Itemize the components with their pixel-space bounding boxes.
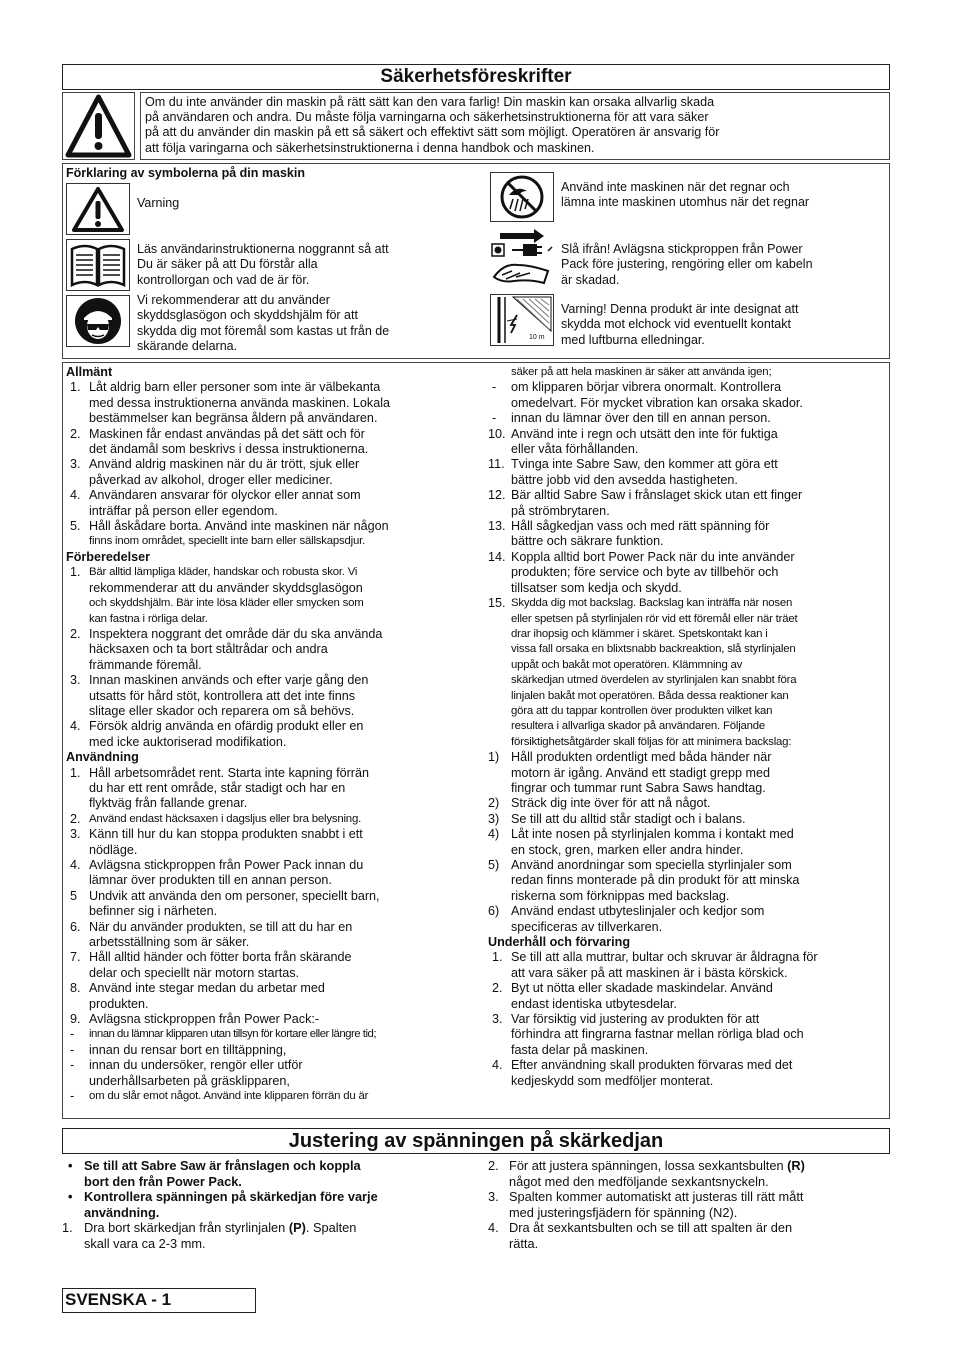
symbol-text-power-line: [561, 302, 798, 348]
step-item: 4. Dra åt sexkantsbulten och se till att spalten är den rätta.: [488, 1220, 793, 1251]
heading-anvandning: Användning: [66, 750, 139, 765]
step-item: 3. Spalten kommer automatiskt att justeras till rätt mått med justeringsfjädern för spänning (N2).: [488, 1189, 804, 1220]
rule-item: 11. Tvinga inte Sabre Saw, den kommer att göra ett bättre jobb vid den avsedda hastigheten.: [488, 457, 778, 487]
bullet-item: • Se till att Sabre Saw är frånslagen och koppla bort den från Power Pack.: [68, 1158, 361, 1189]
rule-item: 13. Håll sågkedjan vass och med rätt spänning för bättre och säkrare funktion.: [488, 519, 770, 549]
no-rain-icon: [490, 172, 554, 222]
symbol-text-manual: [137, 242, 389, 288]
rule-item: 15. Skydda dig mot backslag. Backslag kan inträffa när nosen eller spetsen på styrlinjalen rör vid ett föremål eller när träet drar ihopsig och klämmer i skäret. Spetskontakt kan i vissa fall orsaka en blixtsnabb backreaktion, slå styrlinjalen uppåt och bakåt mot operatören. Klämmning av skärkedjan utmed överdelen av styrlinjalen kan snabbt föra linjalen bakåt mot operatören. Båda dessa reaktioner kan göra att du tappar kontrollen över produkten vilket kan resultera i allvarliga skador på användaren. Följande försiktighetsåtgärder skall följas för att minimera backslag:: [488, 596, 798, 748]
rule-item: - innan du lämnar klipparen utan tillsyn för kortare eller längre tid;: [70, 1027, 377, 1042]
symbol-text-unplug: [561, 242, 813, 288]
rule-item: 2) Sträck dig inte över för att nå något.: [488, 796, 711, 811]
rule-item: 6. När du använder produkten, se till att du har en arbetsställning som är säker.: [70, 919, 353, 950]
rule-item: 1. Håll arbetsområdet rent. Starta inte kapning förrän du har ett rent område, står stadigt och har en flyktväg från fallande grenar.: [70, 765, 370, 811]
symbol-text-helmet: [137, 293, 389, 355]
symbol-line: Du är säker på att Du förstår alla: [137, 257, 318, 272]
rule-item: 3. Innan maskinen används och efter varje gång den utsatts för hård stöt, kontrollera att det inte finns slitage eller skador och reparera om så behövs.: [70, 673, 369, 718]
intro-line: Om du inte använder din maskin på rätt sätt kan den vara farlig! Din maskin kan orsaka allvarlig skada: [145, 95, 715, 109]
rule-item: 4. Försök aldrig använda en ofärdig produkt eller en med icke auktoriserad modifikation.: [70, 719, 364, 749]
symbol-line: lämna inte maskinen utomhus när det regnar: [561, 195, 810, 210]
rule-item: - innan du lämnar över den till en annan person.: [492, 411, 771, 426]
intro-line: på användaren och andra. Du måste följa varningarna och säkerhetsinstruktionerna för att vara säker: [145, 110, 709, 125]
intro-text: [140, 92, 890, 160]
symbol-line: Läs användarinstruktionerna noggrannt så att: [137, 242, 389, 256]
rules-right-column: [488, 365, 886, 1089]
rule-item: 3) Se till att du alltid står stadigt och i balans.: [488, 811, 746, 826]
symbol-line: skydda mot elchock vid eventuellt kontakt: [561, 317, 791, 332]
bullet-item: • Kontrollera spänningen på skärkedjan före varje användning.: [68, 1189, 378, 1220]
safety-helmet-icon: [66, 295, 130, 347]
step-item: 2. För att justera spänningen, lossa sexkantsbulten (R) något med den medföljande sexkantsnyckeln.: [488, 1158, 805, 1189]
rule-item: 2. Inspektera noggrant det område där du ska använda häcksaxen och ta bort ståltrådar och andra främmande föremål.: [70, 626, 383, 672]
heading-forberedelser: Förberedelser: [66, 549, 150, 564]
symbol-line: skärande delarna.: [137, 339, 238, 354]
rule-item: 6) Använd endast utbyteslinjaler och kedjor som specificeras av tillverkaren.: [488, 904, 765, 934]
rule-item: - om du slår emot något. Använd inte klipparen förrän du är: [70, 1089, 369, 1104]
rule-item: 2. Använd endast häcksaxen i dagsljus eller bra belysning.: [70, 811, 362, 826]
symbol-line: Pack före justering, rengöring eller om kabeln: [561, 257, 813, 272]
chain-tension-title: Justering av spänningen på skärkedjan: [62, 1128, 890, 1154]
intro-line: på att du använder din maskin på ett så säkert och effektivt sätt som möjligt. Operatören är ansvarig för: [145, 125, 720, 140]
rule-item: 14. Koppla alltid bort Power Pack när du inte använder produkten; före service och byte av tillbehör och tillsatser som kedja och skydd.: [488, 549, 795, 595]
symbol-line: skydda dig mot föremål som kastas ut från de: [137, 323, 390, 338]
rule-item: - innan du rensar bort en tilltäppning,: [70, 1042, 287, 1057]
symbol-line: är skadad.: [561, 272, 620, 287]
symbol-line: skyddsglasögon och skyddshjälm för att: [137, 308, 358, 323]
rule-item: 1. Se till att alla muttrar, bultar och skruvar är åldragna för att vara säker på att maskinen är i bästa körskick.: [492, 950, 818, 980]
rules-left-column: [66, 365, 476, 1105]
rule-item: 1) Håll produkten ordentligt med båda händer när motorn är igång. Använd ett stadigt grepp med fingrar och tummar runt Sabra Saws handtag.: [488, 750, 772, 795]
rule-item: 12. Bär alltid Sabre Saw i frånslaget skick utan ett finger på strömbrytaren.: [488, 488, 803, 518]
rule-item: 3. Känn till hur du kan stoppa produkten snabbt i ett nödläge.: [70, 827, 363, 857]
rule-item: säker på att hela maskinen är säker att använda igen;: [511, 366, 772, 378]
symbol-line: Vi rekommenderar att du använder: [137, 293, 330, 307]
step-item: 1. Dra bort skärkedjan från styrlinjalen (P). Spalten skall vara ca 2-3 mm.: [62, 1220, 357, 1251]
heading-underhall: Underhåll och förvaring: [488, 935, 631, 950]
symbol-text-rain: [561, 180, 809, 211]
symbol-line: Varning! Denna produkt är inte designat att: [561, 302, 799, 316]
rule-item: 8. Använd inte stegar medan du arbetar med produkten.: [70, 981, 325, 1011]
rule-item: 7. Håll alltid händer och fötter borta från skärande delar och speciellt när motorn startas.: [70, 950, 352, 980]
symbols-heading: Förklaring av symbolerna på din maskin: [66, 166, 305, 180]
rule-item: 4) Låt inte nosen på styrlinjalen komma i kontakt med en stock, gren, marken eller andra hinder.: [488, 827, 794, 857]
symbol-text-warning: [137, 196, 179, 211]
power-line-icon: [490, 294, 554, 346]
symbol-line: Använd inte maskinen när det regnar och: [561, 180, 790, 194]
warning-triangle-icon: [62, 92, 135, 160]
power-line-distance-label: 10 m: [529, 334, 545, 341]
rule-item: 10. Använd inte i regn och utsätt den inte för fuktiga eller våta förhållanden.: [488, 426, 778, 457]
rule-item: - innan du undersöker, rengör eller utför underhållsarbeten på gräsklipparen,: [70, 1058, 303, 1088]
safety-title: Säkerhetsföreskrifter: [62, 64, 890, 90]
rule-item: 4. Användaren ansvarar för olyckor eller annat som inträffar på person eller egendom.: [70, 488, 361, 518]
chain-tension-right: [488, 1158, 888, 1252]
rule-item: 1. Låt aldrig barn eller personer som inte är välbekanta med dessa instruktionerna använda maskinen. Lokala bestämmelser kan begränsa åldern på användaren.: [70, 380, 391, 426]
rule-item: 1. Bär alltid lämpliga kläder, handskar och robusta skor. Vi rekommenderar att du använder skyddsglasögon och skyddshjälm. Bär inte lösa kläder eller smycken som kan fastna i rörliga delar.: [70, 565, 364, 625]
rule-item: 4. Efter användning skall produkten förvaras med det kedjeskydd som medföljer monterat.: [492, 1058, 793, 1088]
rule-item: - om klipparen börjar vibrera onormalt. Kontrollera omedelvart. För mycket vibration kan orsaka skador.: [492, 380, 803, 410]
symbol-line: kontrollorgan och vad de är för.: [137, 272, 310, 287]
rule-item: 3. Var försiktig vid justering av produkten för att förhindra att fingrarna fastnar mellan rörliga blad och fasta delar på maskinen.: [492, 1012, 804, 1057]
rule-item: 5) Använd anordningar som speciella styrlinjaler som redan finns monterade på din produkt för att minska riskerna som förknippas med backslag.: [488, 858, 800, 903]
intro-line: att följa varingarna och säkerhetsinstruktionerna i denna handbok och maskinen.: [145, 140, 595, 155]
unplug-icon: [490, 227, 554, 289]
warning-triangle-icon: [66, 183, 130, 235]
chain-tension-left: [62, 1158, 472, 1252]
heading-allmant: Allmänt: [66, 365, 113, 379]
symbol-line: med luftburna elledningar.: [561, 332, 705, 347]
rule-item: 5 Undvik att använda den om personer, speciellt barn, befinner sig i närheten.: [70, 888, 380, 919]
rule-item: 3. Använd aldrig maskinen när du är trött, sjuk eller påverkad av alkohol, droger eller mediciner.: [70, 457, 360, 487]
rule-item: 5. Håll åskådare borta. Använd inte maskinen när någon finns inom området, speciellt inte barn eller sällskapsdjur.: [70, 519, 389, 548]
manual-book-icon: [66, 239, 130, 291]
symbol-line: Slå ifrån! Avlägsna stickproppen från Power: [561, 242, 803, 256]
page-label: SVENSKA - 1: [62, 1288, 256, 1313]
symbol-line: Varning: [137, 196, 180, 210]
rule-item: 2. Maskinen får endast användas på det sätt och för det ändamål som beskrivs i dessa instruktionerna.: [70, 426, 369, 457]
rule-item: 4. Avlägsna stickproppen från Power Pack innan du lämnar över produkten till en annan person.: [70, 858, 364, 888]
rule-item: 9. Avlägsna stickproppen från Power Pack:-: [70, 1012, 320, 1027]
rule-item: 2. Byt ut nötta eller skadade maskindelar. Använd endast identiska utbytesdelar.: [492, 981, 773, 1011]
